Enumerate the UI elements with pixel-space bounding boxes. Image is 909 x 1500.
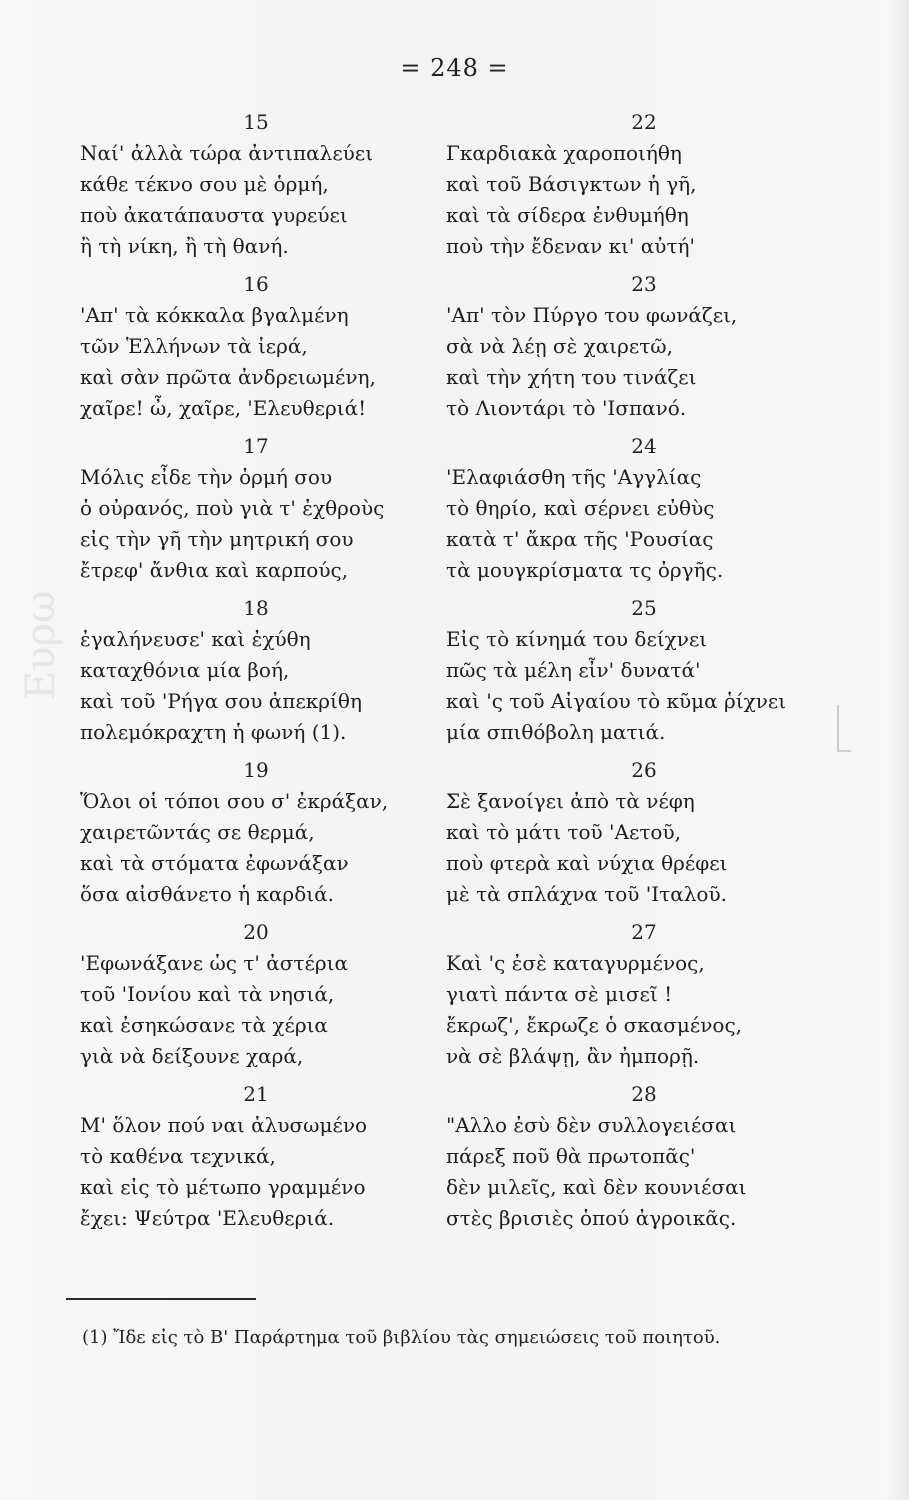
stanza-line: νὰ σὲ βλάψῃ, ἂν ἠμπορῇ.: [446, 1044, 700, 1068]
footnote-separator: [66, 1298, 256, 1300]
stanza-18: [80, 594, 440, 748]
stanza-line: πολεμόκραχτη ἡ φωνή (1).: [80, 720, 347, 744]
stanza-number: 16: [243, 272, 269, 296]
stanza-line: τοῦ 'Ιονίου καὶ τὰ νησιά,: [80, 982, 335, 1006]
stanza-number: 25: [631, 596, 657, 620]
stanza-15: [80, 108, 440, 262]
stanza-number: 27: [631, 920, 657, 944]
stanza-line: στὲς βρισιὲς ὁπού ἀγροικᾶς.: [446, 1206, 737, 1230]
stanza-26: [446, 756, 826, 910]
stanza-line: ποὺ τὴν ἔδεναν κι' αὐτή': [446, 234, 695, 258]
stanza-number: 18: [243, 596, 269, 620]
stanza-23: [446, 270, 826, 424]
stanza-line: ὅσα αἰσθάνετο ἡ καρδιά.: [80, 882, 334, 906]
stanza-27: [446, 918, 826, 1072]
stanza-line: Εἰς τὸ κίνημά του δείχνει: [446, 627, 708, 651]
stanza-21: [80, 1080, 440, 1234]
stanza-line: Μόλις εἶδε τὴν ὁρμή σου: [80, 465, 333, 489]
stanza-line: πῶς τὰ μέλη εἶν' δυνατά': [446, 658, 701, 682]
stanza-line: καὶ εἰς τὸ μέτωπο γραμμένο: [80, 1175, 366, 1199]
stanza-number: 23: [631, 272, 657, 296]
margin-pencil-mark: [837, 705, 851, 752]
stanza-line: σὰ νὰ λέῃ σὲ χαιρετῶ,: [446, 334, 673, 358]
stanza-line: 'Απ' τὸν Πύργο του φωνάζει,: [446, 303, 738, 327]
stanza-19: [80, 756, 440, 910]
stanza-line: Σὲ ξανοίγει ἀπὸ τὰ νέφη: [446, 789, 695, 813]
stanza-number: 28: [631, 1082, 657, 1106]
right-column: [446, 108, 826, 1242]
page-shadow: [889, 0, 909, 1500]
stanza-line: 'Εφωνάξανε ὡς τ' ἀστέρια: [80, 951, 348, 975]
stanza-line: γιατὶ πάντα σὲ μισεῖ !: [446, 982, 673, 1006]
stanza-line: μία σπιθόβολη ματιά.: [446, 720, 666, 744]
stanza-25: [446, 594, 826, 748]
stanza-line: καταχθόνια μία βοή,: [80, 658, 290, 682]
stanza-line: ἐγαλήνευσε' καὶ ἐχύθη: [80, 627, 311, 651]
stanza-line: Μ' ὅλον πού ναι ἁλυσωμένο: [80, 1113, 368, 1137]
stanza-line: τῶν Ἑλλήνων τὰ ἱερά,: [80, 334, 308, 358]
stanza-line: καὶ ἐσηκώσανε τὰ χέρια: [80, 1013, 328, 1037]
stanza-17: [80, 432, 440, 586]
stanza-number: 20: [243, 920, 269, 944]
stanza-line: μὲ τὰ σπλάχνα τοῦ 'Ιταλοῦ.: [446, 882, 727, 906]
stanza-28: [446, 1080, 826, 1234]
stanza-line: τὸ Λιοντάρι τὸ 'Ισπανό.: [446, 396, 687, 420]
stanza-line: Ὅλοι οἱ τόποι σου σ' ἐκράξαν,: [80, 789, 389, 813]
stanza-line: καὶ τὰ σίδερα ἐνθυμήθη: [446, 203, 689, 227]
stanza-number: 24: [631, 434, 657, 458]
stanza-line: καὶ τὴν χήτη του τινάζει: [446, 365, 697, 389]
stanza-line: ἢ τὴ νίκη, ἢ τὴ θανή.: [80, 234, 289, 258]
stanza-number: 17: [243, 434, 269, 458]
stanza-line: χαῖρε! ὦ, χαῖρε, 'Ελευθεριά!: [80, 396, 367, 420]
stanza-line: ποὺ φτερὰ καὶ νύχια θρέφει: [446, 851, 728, 875]
stanza-line: καὶ τὸ μάτι τοῦ 'Αετοῦ,: [446, 820, 681, 844]
stanza-line: κάθε τέκνο σου μὲ ὁρμή,: [80, 172, 329, 196]
stanza-line: καὶ 'ς τοῦ Αἰγαίου τὸ κῦμα ῥίχνει: [446, 689, 787, 713]
stanza-number: 26: [631, 758, 657, 782]
stanza-line: καὶ τὰ στόματα ἐφωνάξαν: [80, 851, 349, 875]
stanza-line: ἔτρεφ' ἄνθια καὶ καρπούς,: [80, 558, 349, 582]
stanza-number: 19: [243, 758, 269, 782]
stanza-line: δὲν μιλεῖς, καὶ δὲν κουνιέσαι: [446, 1175, 747, 1199]
stanza-number: 15: [243, 110, 269, 134]
stanza-line: γιὰ νὰ δείξουνε χαρά,: [80, 1044, 304, 1068]
stanza-line: πάρεξ ποῦ θὰ πρωτοπᾶς': [446, 1144, 696, 1168]
stanza-22: [446, 108, 826, 262]
stanza-number: 21: [243, 1082, 269, 1106]
stanza-line: ὁ οὐρανός, ποὺ γιὰ τ' ἐχθροὺς: [80, 496, 385, 520]
page-number: = 248 =: [400, 54, 509, 82]
stanza-line: τὸ θηρίο, καὶ σέρνει εὐθὺς: [446, 496, 715, 520]
stanza-line: 'Ελαφιάσθη τῆς 'Αγγλίας: [446, 465, 702, 489]
stanza-line: ἔχει: Ψεύτρα 'Ελευθεριά.: [80, 1206, 335, 1230]
stanza-line: Ναί' ἀλλὰ τώρα ἀντιπαλεύει: [80, 141, 374, 165]
stanza-line: ποὺ ἀκατάπαυστα γυρεύει: [80, 203, 348, 227]
stanza-20: [80, 918, 440, 1072]
left-column: [80, 108, 440, 1242]
stanza-line: Γκαρδιακὰ χαροποιήθη: [446, 141, 682, 165]
stanza-line: καὶ τοῦ Βάσιγκτων ἡ γῆ,: [446, 172, 697, 196]
stanza-24: [446, 432, 826, 586]
stanza-line: καὶ τοῦ 'Ρήγα σου ἀπεκρίθη: [80, 689, 362, 713]
stanza-line: χαιρετῶντάς σε θερμά,: [80, 820, 315, 844]
stanza-line: καὶ σὰν πρῶτα ἀνδρειωμένη,: [80, 365, 376, 389]
stanza-line: "Αλλο ἐσὺ δὲν συλλογειέσαι: [446, 1113, 737, 1137]
stanza-line: Καὶ 'ς ἐσὲ καταγυρμένος,: [446, 951, 705, 975]
stanza-16: [80, 270, 440, 424]
stanza-line: τὰ μουγκρίσματα τς ὀργῆς.: [446, 558, 724, 582]
stanza-line: εἰς τὴν γῆ τὴν μητρική σου: [80, 527, 354, 551]
stanza-number: 22: [631, 110, 657, 134]
stanza-line: ἔκρωζ', ἔκρωζε ὁ σκασμένος,: [446, 1013, 743, 1037]
stanza-line: κατὰ τ' ἄκρα τῆς 'Ρουσίας: [446, 527, 714, 551]
margin-annotation: Ευρω: [18, 590, 64, 700]
stanza-line: τὸ καθένα τεχνικά,: [80, 1144, 276, 1168]
footnote-text: (1) Ἴδε εἰς τὸ Β' Παράρτημα τοῦ βιβλίου τὰς σημειώσεις τοῦ ποιητοῦ.: [82, 1327, 721, 1348]
stanza-line: 'Απ' τὰ κόκκαλα βγαλμένη: [80, 303, 349, 327]
